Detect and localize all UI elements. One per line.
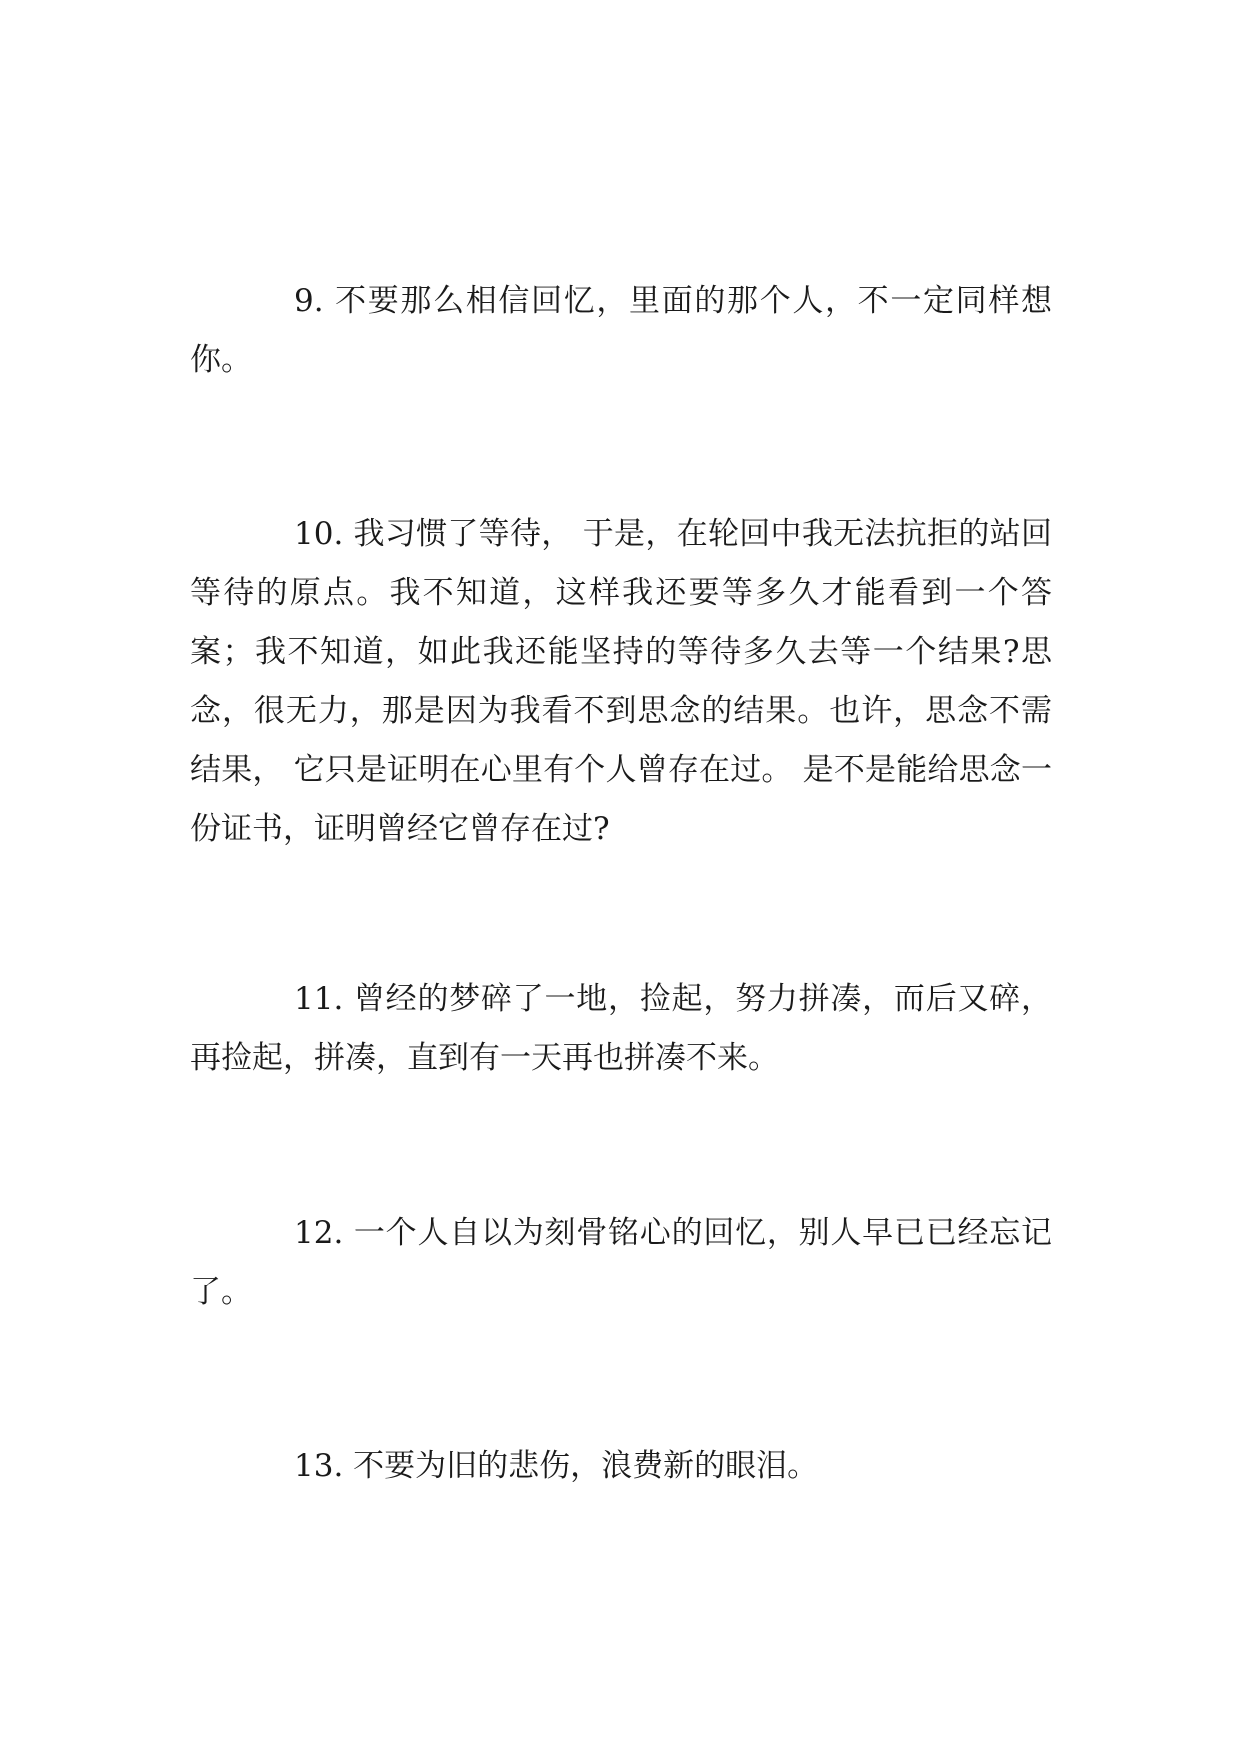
paragraph-12: 12. 一个人自以为刻骨铭心的回忆，别人早已已经忘记了。 [190, 1215, 1052, 1310]
paragraph-11: 11. 曾经的梦碎了一地，捡起，努力拼凑，而后又碎，再捡起，拼凑，直到有一天再也拼凑不来。 [190, 981, 1052, 1076]
paragraph-13: 13. 不要为旧的悲伤，浪费新的眼泪。 [294, 1448, 819, 1484]
paragraph-9: 9. 不要那么相信回忆，里面的那个人，不一定同样想你。 [190, 283, 1052, 378]
paragraph-10: 10. 我习惯了等待， 于是，在轮回中我无法抗拒的站回等待的原点。我不知道，这样我还要等多久才能看到一个答案；我不知道，如此我还能坚持的等待多久去等一个结果?思念，很无力，那是因为我看不到思念的结果。也许，思念不需结果， 它只是证明在心里有个人曾存在过。 是不是能给思念一份证书，证明曾经它曾存在过? [190, 516, 1052, 847]
